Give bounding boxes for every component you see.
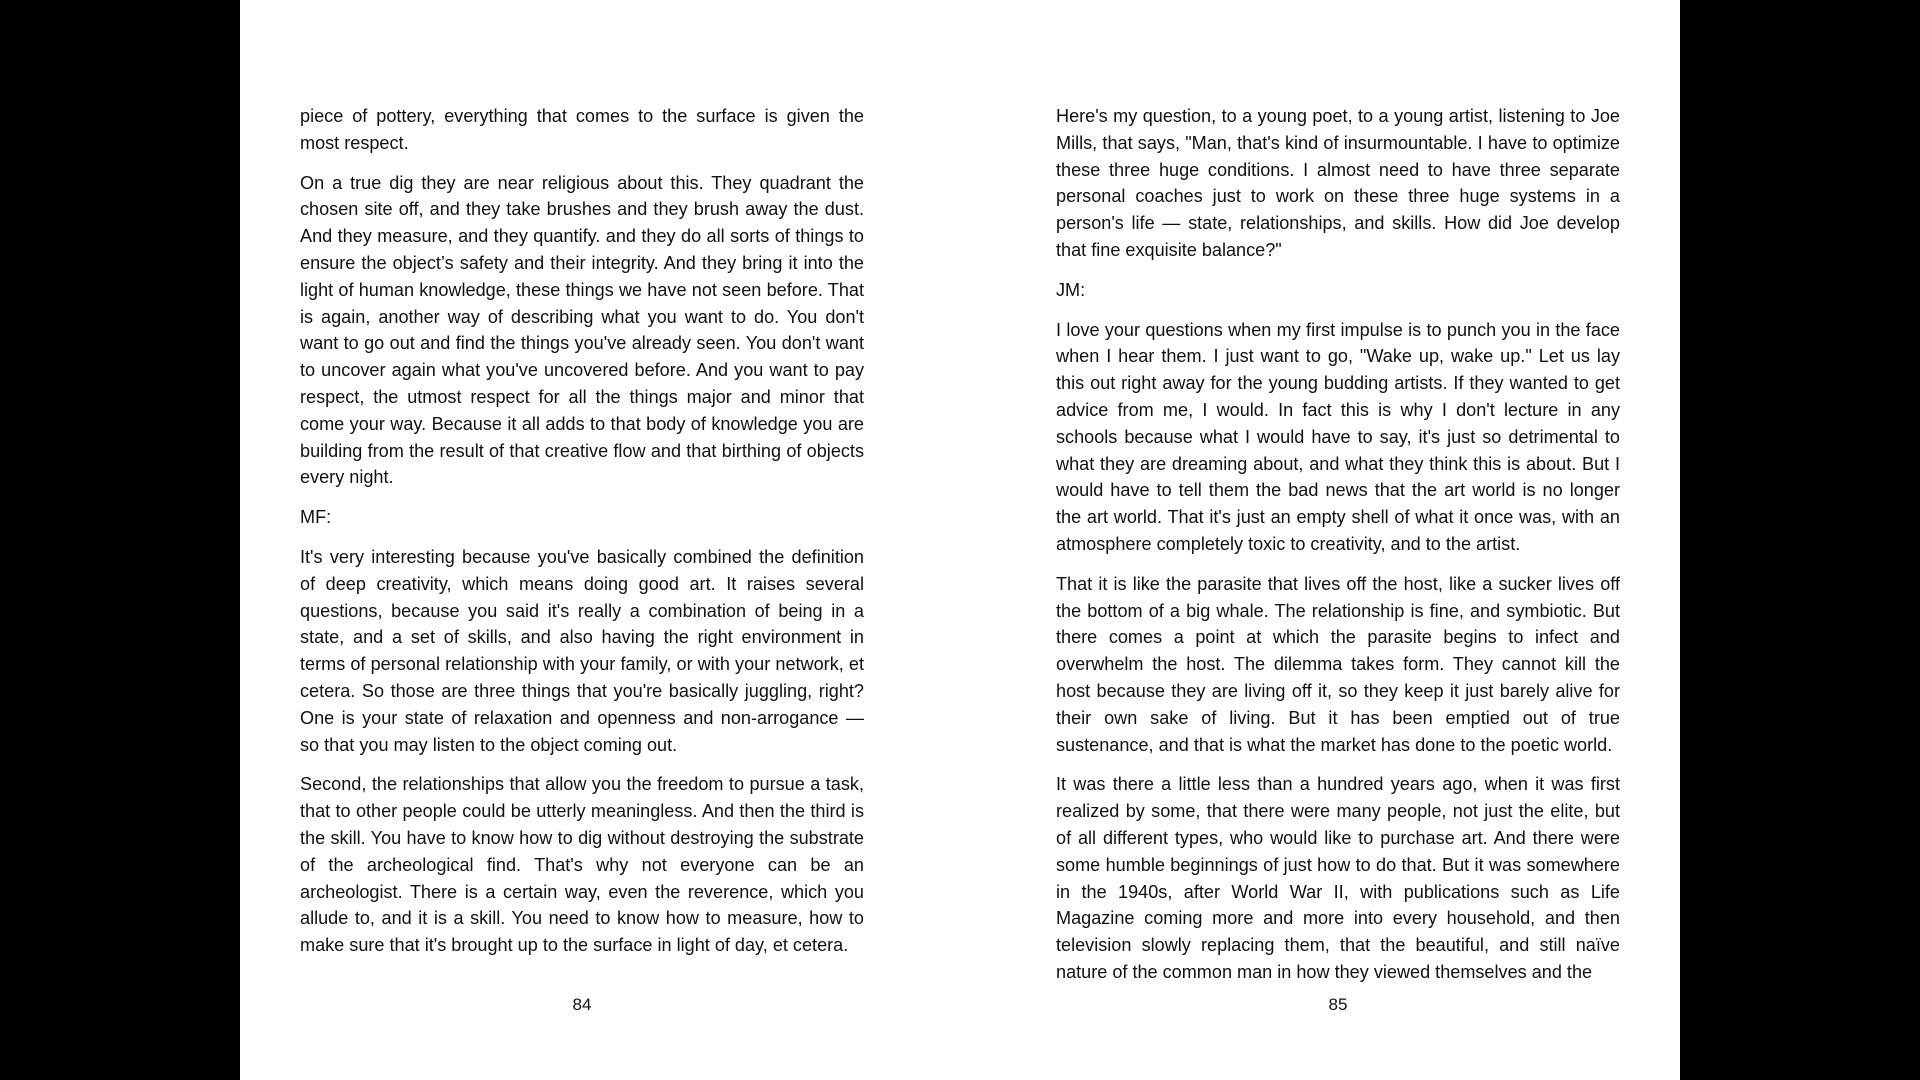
paragraph: Second, the relationships that allow you the freedom to pursue a task, that to other people could be utterly meaningless. And then the third is the skill. You have to know how to dig without destroying the substrate of the archeological find. That's why not everyone can be an archeologist. There is a certain way, even the reverence, which you allude to, and it is a skill. You need to know how to measure, how to make sure that it's brought up to the surface in light of day, et cetera. <box>300 774 864 956</box>
paragraph: That it is like the parasite that lives off the host, like a sucker lives off the bottom of a big whale. The relationship is fine, and symbiotic. But there comes a point at which the parasite begins to infect and overwhelm the host. The dilemma takes form. They cannot kill the host because they are living off it, so they keep it just barely alive for their own sake of living. But it has been emptied out of true sustenance, and that is what the market has done to the poetic world. <box>1056 573 1620 755</box>
paragraph: I love your questions when my first impulse is to punch you in the face when I hear them. I just want to go, "Wake up, wake up." Let us lay this out right away for the young budding artists. If they wanted to get advice from me, I would. In fact this is why I don't lecture in any schools because what I would have to say, it's just so detrimental to what they are dreaming about, and what they think this is about. But I would have to tell them the bad news that the art world is no longer the art world. That it's just an empty shell of what it once was, with an atmosphere completely toxic to creativity, and to the artist. <box>1056 319 1620 554</box>
book-spread <box>240 0 1680 1080</box>
right-page <box>960 0 1680 1080</box>
paragraph: It was there a little less than a hundred years ago, when it was first realized by some, that there were many people, not just the elite, but of all different types, who would like to purchase art. And there were some humble beginnings of just how to do that. But it was somewhere in the 1940s, after World War II, with publications such as Life Magazine coming more and more into every household, and then television slowly replacing them, that the beautiful, and still naïve nature of the common man in how they viewed themselves and the <box>1056 774 1620 982</box>
paragraph: Here's my question, to a young poet, to a young artist, listening to Joe Mills, that says, "Man, that's kind of insurmountable. I have to optimize these three huge conditions. I almost need to have three separate personal coaches just to work on these three huge systems in a person's life — state, relationships, and skills. How did Joe develop that fine exquisite balance?" <box>1056 106 1620 260</box>
right-page-text <box>1056 103 1620 999</box>
page-number: 84 <box>572 995 592 1014</box>
paragraph: On a true dig they are near religious about this. They quadrant the chosen site off, and they take brushes and they brush away the dust. And they measure, and they quantify. and they do all sorts of things to ensure the object’s safety and their integrity. And they bring it into the light of human knowledge, these things we have not seen before. That is again, another way of describing what you want to do. You don't want to go out and find the things you've already seen. You don't want to uncover again what you've uncovered before. And you want to pay respect, the utmost respect for all the things major and minor that come your way. Because it all adds to that body of knowledge you are building from the result of that creative flow and that birthing of objects every night. <box>300 172 864 488</box>
paragraph: It's very interesting because you've basically combined the definition of deep creativity, which means doing good art. It raises several questions, because you said it's really a combination of being in a state, and a set of skills, and also having the right environment in terms of personal relationship with your family, or with your network, et cetera. So those are three things that you're basically juggling, right? One is your state of relaxation and openness and non-arrogance — so that you may listen to the object coming out. <box>300 546 864 755</box>
speaker-label: JM: <box>1056 279 1086 300</box>
left-page <box>240 0 960 1080</box>
page-number: 85 <box>1328 995 1348 1014</box>
paragraph: piece of pottery, everything that comes to the surface is given the most respect. <box>300 106 864 153</box>
speaker-label: MF: <box>300 507 332 528</box>
left-page-text <box>300 103 864 972</box>
